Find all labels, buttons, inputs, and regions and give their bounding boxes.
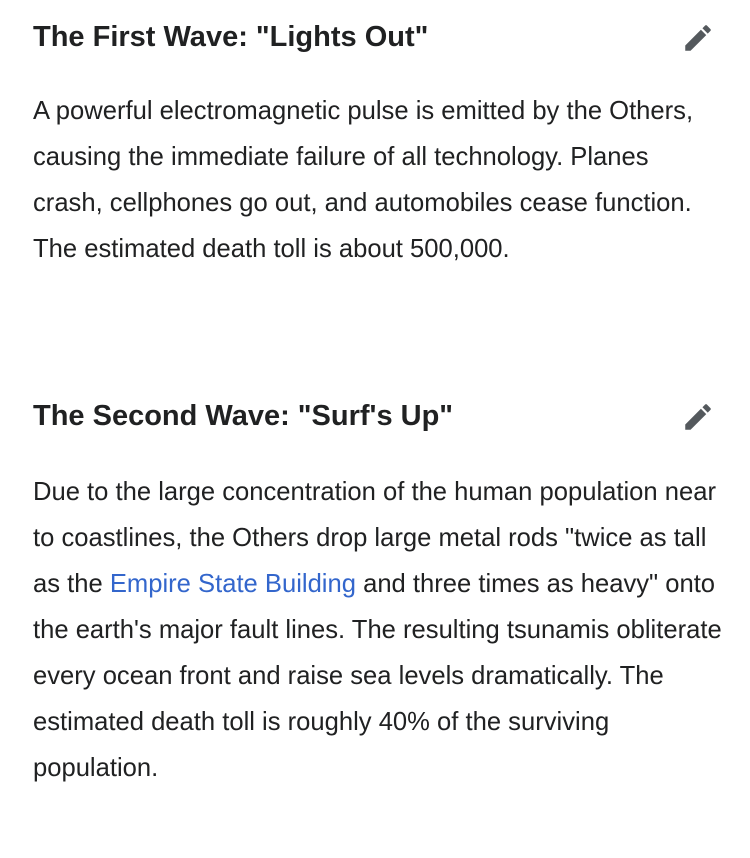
section-heading-row bbox=[33, 393, 723, 439]
pencil-icon-graphic bbox=[681, 400, 715, 434]
body-text-before-link: Due to the large concentration of the human population near to coastlines, the Others drop large metal rods "twice as tall as the bbox=[33, 478, 716, 598]
pencil-icon[interactable] bbox=[681, 21, 715, 55]
pencil-icon-graphic bbox=[681, 21, 715, 55]
section-heading-row bbox=[33, 14, 723, 60]
section-heading: The First Wave: "Lights Out" bbox=[33, 21, 429, 53]
body-text-after-link: and three times as heavy" onto the earth's major fault lines. The resulting tsunamis obliterate every ocean front and raise sea levels dramatically. The estimated death toll is roughly 40% of the surviving population. bbox=[33, 570, 722, 782]
section-heading: The Second Wave: "Surf's Up" bbox=[33, 400, 454, 432]
section-body: A powerful electromagnetic pulse is emitted by the Others, causing the immediate failure of all technology. Planes crash, cellphones go out, and automobiles cease function. The estimated death toll is about 500,000. bbox=[33, 97, 694, 263]
section-body bbox=[33, 469, 723, 791]
empire-state-building-link[interactable]: Empire State Building bbox=[109, 570, 356, 598]
section-first-wave bbox=[33, 14, 723, 272]
pencil-icon[interactable] bbox=[681, 400, 715, 434]
section-second-wave bbox=[33, 393, 723, 791]
